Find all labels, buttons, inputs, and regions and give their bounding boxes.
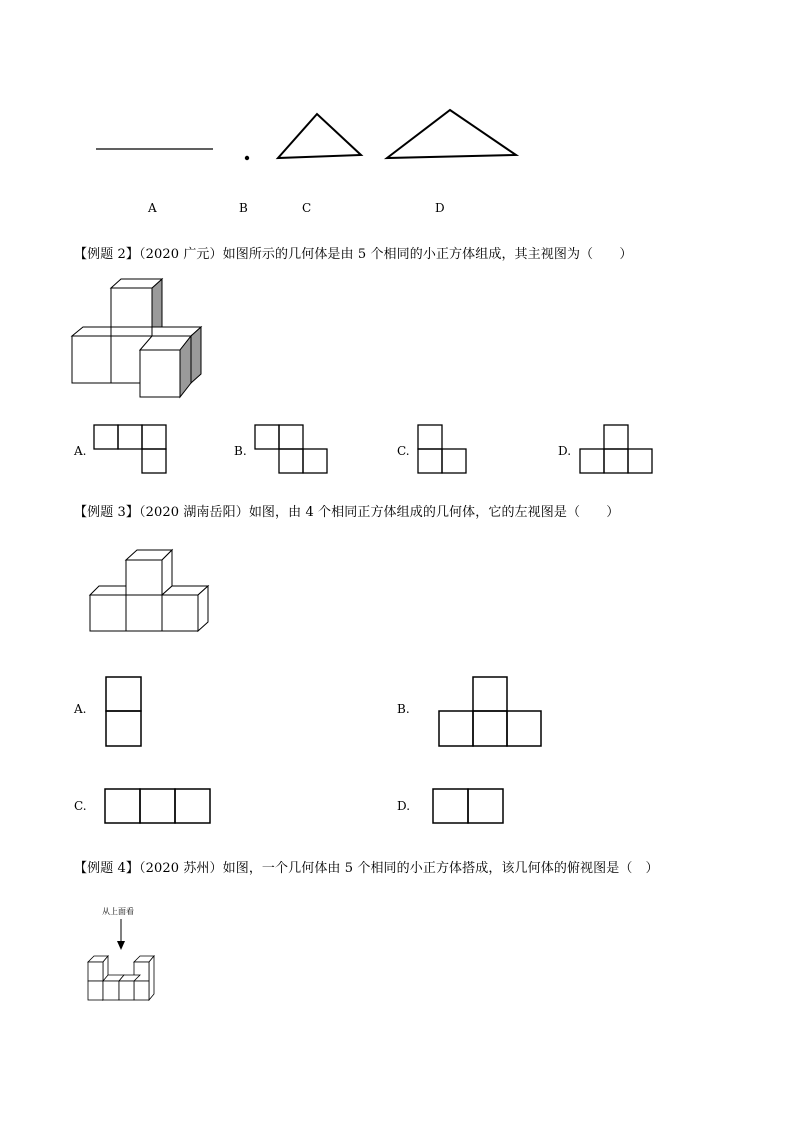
down-arrow-icon xyxy=(111,917,131,953)
example4-solid-figure xyxy=(84,952,164,1008)
example2-question: 【例题 2】（2020 广元）如图所示的几何体是由 5 个相同的小正方体组成，其主视图为（ ） xyxy=(74,247,633,262)
ex2-option-d-label: D. xyxy=(558,444,572,458)
example3-question: 【例题 3】（2020 湖南岳阳）如图，由 4 个相同正方体组成的几何体，它的左视图是（ ） xyxy=(74,505,620,520)
ex2-option-c-figure xyxy=(417,424,477,476)
ex2-option-b-label: B. xyxy=(234,444,247,458)
ex3-option-d-label: D. xyxy=(397,799,411,813)
view-from-above-callout: 从上面看 xyxy=(102,907,134,916)
ex3-option-c-figure xyxy=(104,788,214,828)
example1-figures xyxy=(0,0,794,200)
option-d-label: D xyxy=(435,201,445,215)
ex2-option-c-label: C. xyxy=(397,444,410,458)
ex3-option-b-label: B. xyxy=(397,702,410,716)
ex2-option-d-figure xyxy=(579,424,659,476)
ex3-option-a-label: A. xyxy=(74,702,87,716)
ex2-option-a-label: A. xyxy=(74,444,87,458)
example4-question: 【例题 4】（2020 苏州）如图，一个几何体由 5 个相同的小正方体搭成，该几何体的俯视图是（ ） xyxy=(74,861,659,876)
point-figure xyxy=(245,156,249,160)
ex3-option-c-label: C. xyxy=(74,799,87,813)
example3-solid-figure xyxy=(80,545,220,635)
option-b-label: B xyxy=(239,201,248,215)
ex2-option-b-figure xyxy=(254,424,334,476)
ex2-option-a-figure xyxy=(93,424,173,476)
ex3-option-b-figure xyxy=(438,676,546,750)
large-triangle-figure xyxy=(387,110,516,158)
ex3-option-d-figure xyxy=(432,788,508,828)
ex3-option-a-figure xyxy=(105,676,145,750)
example2-solid-figure xyxy=(0,280,200,410)
small-triangle-figure xyxy=(278,114,361,158)
option-a-label: A xyxy=(148,201,157,215)
option-c-label: C xyxy=(302,201,312,215)
